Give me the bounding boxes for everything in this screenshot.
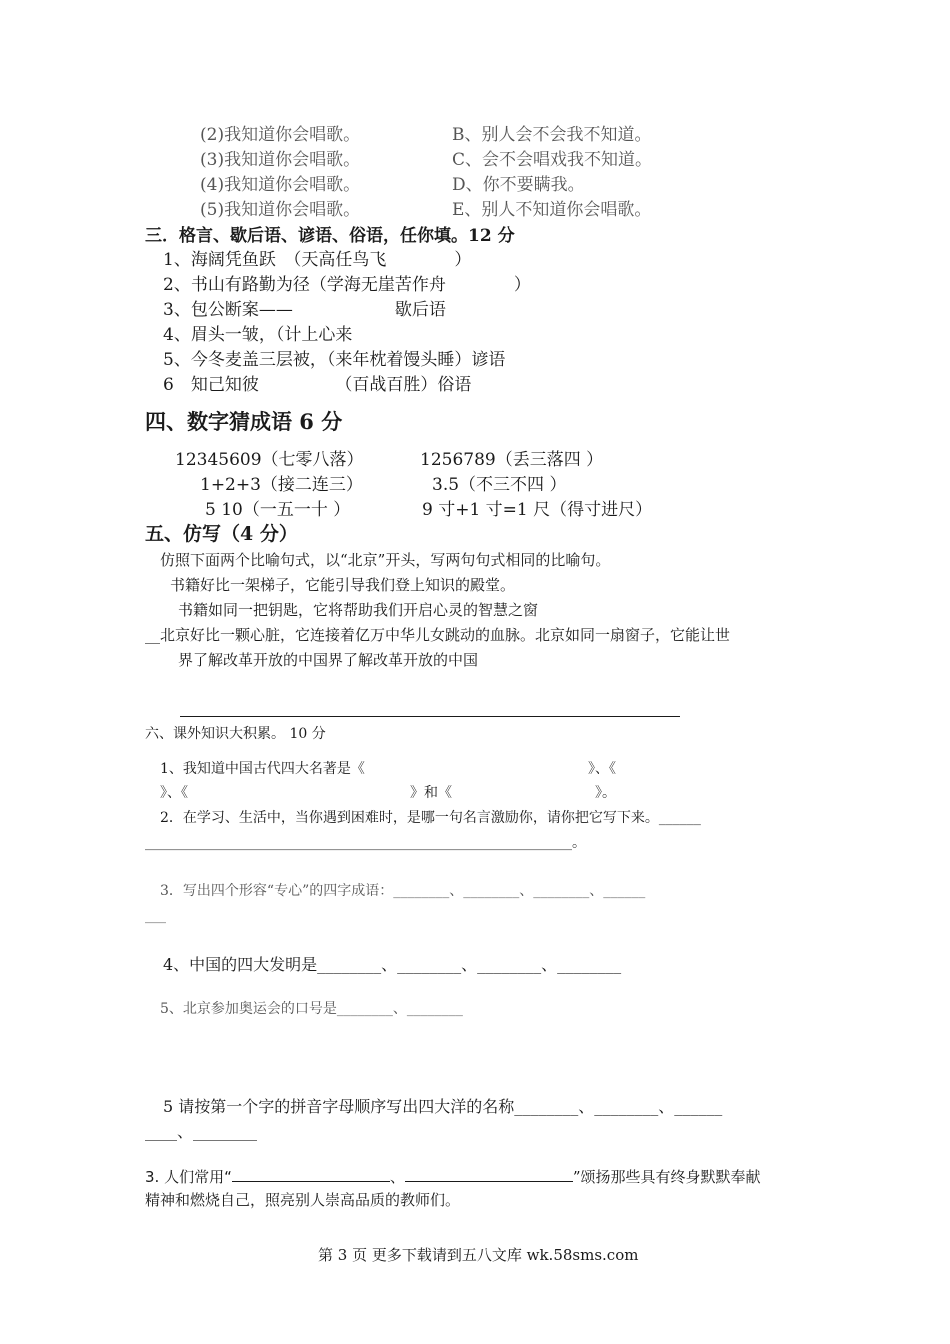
section5-instruction: 仿照下面两个比喻句式，以“北京”开头，写两句句式相同的比喻句。 [160,551,611,569]
q2-line-1: 2．在学习、生活中，当你遇到困难时，是哪一句名言激励你，请你把它写下来。______ [160,810,701,826]
matching-right-b: B、别人会不会我不知道。 [452,125,652,145]
idiom-row3-left: 5 10（一五一十 ） [205,500,351,520]
section5-example-1: 书籍好比一架梯子，它能引导我们登上知识的殿堂。 [170,576,516,594]
q2-line-2: _____________________________________________________________。 [145,835,586,851]
teacher-question-line-1 [145,1166,761,1186]
section6-title: 六、课外知识大积累。 10 分 [145,726,326,742]
teacher-blank-2[interactable] [405,1166,573,1182]
section3-item-3: 3、包公断案—— 歇后语 [163,300,446,320]
section3-item-5: 5、今冬麦盖三层被，（来年枕着馒头睡）谚语 [163,350,506,370]
q1-line2-start: 》、《 [160,785,188,801]
teacher-question-line-2: 精神和燃烧自己，照亮别人崇高品质的教师们。 [145,1191,461,1209]
teacher-blank-1[interactable] [232,1166,390,1182]
q6-oceans-line-1: 5 请按第一个字的拼音字母顺序写出四大洋的名称________、________、______ [163,1097,723,1116]
matching-right-e: E、别人不知道你会唱歌。 [452,200,652,220]
section3-item-2: 2、书山有路勤为径（学海无崖苦作舟 ） [163,275,531,295]
section3-item-6: 6 知己知彼 （百战百胜）俗语 [163,375,472,395]
idiom-row2-left: 1+2+3（接二连三） [200,475,363,495]
q1-line2-end: 》。 [595,785,616,801]
teacher-question-suffix: ”颂扬那些具有终身默默奉献 [572,1168,761,1186]
q5-olympic-slogan: 5、北京参加奥运会的口号是________、________ [160,1001,463,1017]
page-footer: 第 3 页 更多下载请到五八文库 wk.58sms.com [318,1246,639,1264]
idiom-row3-right: 9 寸+1 寸=1 尺（得寸进尺） [422,500,653,520]
teacher-question-prefix: 3. 人们常用“ [145,1168,232,1186]
q3-line-2: ___ [145,908,166,924]
matching-left-4: (4)我知道你会唱歌。 [200,175,361,195]
idiom-row1-left: 12345609（七零八落） [175,450,364,470]
section3-title: 三．格言、歇后语、谚语、俗语，任你填。12 分 [145,226,515,246]
section5-answer-line-2: 界了解改革开放的中国界了解改革开放的中国 [178,651,479,669]
q1-line1-start: 1、我知道中国古代四大名著是《 [160,761,365,777]
matching-right-d: D、你不要瞒我。 [452,175,585,195]
q1-line1-mid: 》、《 [588,761,616,777]
q4-inventions: 4、中国的四大发明是________、________、________、________ [163,955,622,974]
q6-oceans-line-2: ____、________ [145,1122,258,1141]
q3-line-1: 3．写出四个形容“专心”的四字成语：________、________、________、______ [160,883,646,899]
section5-answer-line-1: __北京好比一颗心脏，它连接着亿万中华儿女跳动的血脉。北京如同一扇窗子，它能让世 [145,626,731,644]
matching-left-2: (2)我知道你会唱歌。 [200,125,361,145]
section3-item-4: 4、眉头一皱，（计上心来 [163,325,353,345]
q1-line2-mid: 》和《 [410,785,452,801]
idiom-row2-right: 3.5（不三不四 ） [432,475,567,495]
section5-example-2: 书籍如同一把钥匙，它将帮助我们开启心灵的智慧之窗 [178,601,539,619]
section5-answer-rule [180,716,680,717]
teacher-question-middle: 、 [389,1168,405,1186]
matching-left-5: (5)我知道你会唱歌。 [200,200,361,220]
matching-right-c: C、会不会唱戏我不知道。 [452,150,653,170]
matching-left-3: (3)我知道你会唱歌。 [200,150,361,170]
section4-title: 四、数字猜成语 6 分 [145,409,343,434]
section3-item-1: 1、海阔凭鱼跃 （天高任鸟飞 ） [163,250,472,270]
idiom-row1-right: 1256789（丢三落四 ） [420,450,604,470]
section5-title: 五、仿写（4 分） [145,523,298,545]
